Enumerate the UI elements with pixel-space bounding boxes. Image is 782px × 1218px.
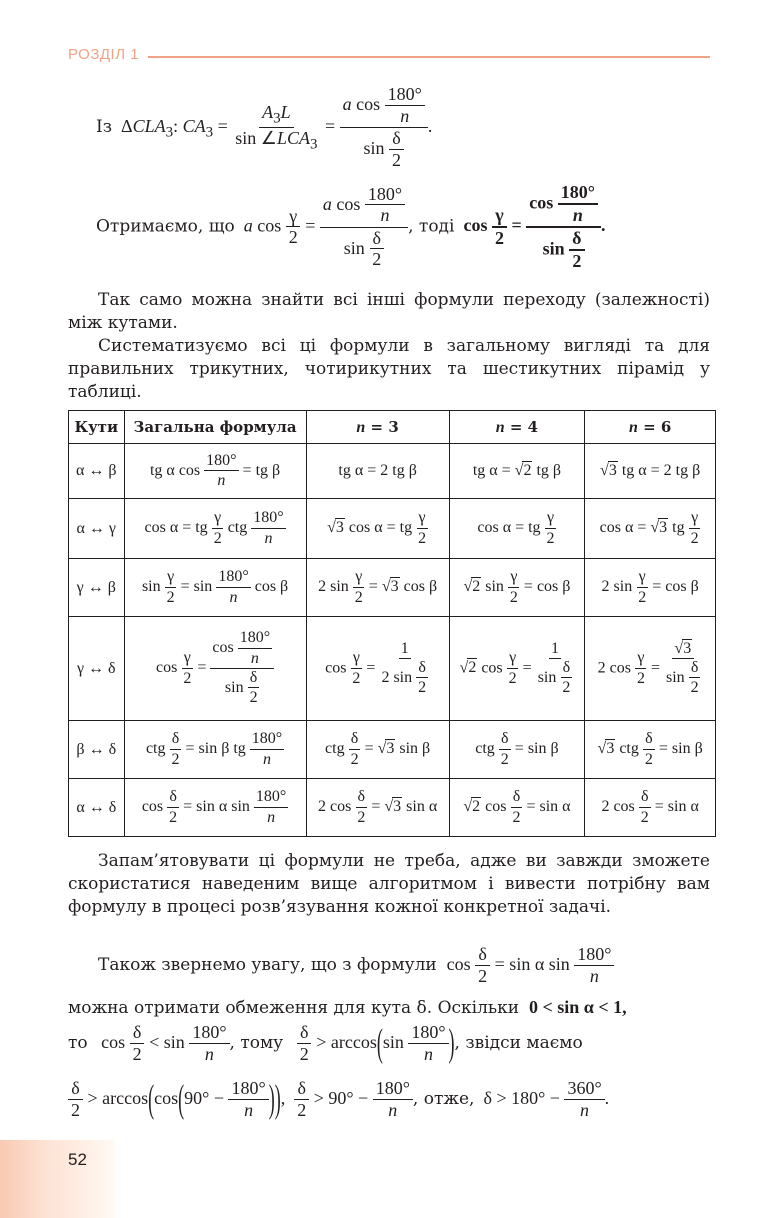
page-number-background [0,1140,115,1218]
formula-cell: √2 cos $\frac{\delta}{2}$ = sin α [449,779,585,837]
formula-cell: 2 sin $\frac{\gamma}{2}$ = √3 cos β [306,559,449,617]
todi-label: , тоді [408,216,455,237]
formula-cell: ctg $\frac{\delta}{2}$ = √3 sin β [306,721,449,779]
otrymaemo-label: Отримаємо, що [96,216,235,237]
table-header-row [69,411,716,444]
formula-cell: √2 sin $\frac{\gamma}{2}$ = cos β [449,559,585,617]
paragraph-1: Так само можна знайти всі інші формули переходу (залежності) між кутами. [68,290,710,333]
formula-cell: ctg $\frac{\delta}{2}$ = sin β [449,721,585,779]
table-row [69,779,716,837]
formula-cell: √3 ctg $\frac{\delta}{2}$ = sin β [585,721,716,779]
formula-cell: 2 cos $\frac{\delta}{2}$ = sin α [585,779,716,837]
angles-cell: α ↔ γ [69,499,125,559]
header-kuty: Кути [69,411,125,444]
table-row [69,444,716,499]
formula-cell: 2 sin $\frac{\gamma}{2}$ = cos β [585,559,716,617]
header-n4: n = 4 [449,411,585,444]
page-number: 52 [68,1150,87,1169]
formula-line-4: $\frac{\delta}{2}$ > arccos(cos(90° − $\frac{180^\circ}{n}$ )), $\frac{\delta}{2}$ > 90° − $\frac{180^\circ}{n}$ , отже, δ > 180° − $\frac{360^\circ}{n}$ . [68,1078,609,1121]
formula-cell: cos α = tg $\frac{\gamma}{2}$ ctg $\frac{180^\circ}{n}$ [124,499,306,559]
formula-cell: √3 cos α = tg $\frac{\gamma}{2}$ [306,499,449,559]
formula-ca3: Із $\Delta CLA_3$: $CA_3$ = $\frac{A_3L}{\sin \angle LCA_3}$ = a cos $\frac{180^\circ}{n}$ sin $\frac{\delta}{2}$ . [96,84,433,170]
angles-cell: α ↔ β [69,444,125,499]
table-row [69,499,716,559]
header-general: Загальна формула [124,411,306,444]
paragraph-2: Систематизуємо всі ці формули в загальному вигляді та для правильних трикутних, чотирикутних та шестикутних пірамід у таблиці. [68,336,710,402]
formula-cell: cos α = √3 tg $\frac{\gamma}{2}$ [585,499,716,559]
angles-cell: γ ↔ δ [69,617,125,721]
formula-cell: tg α cos $\frac{180^\circ}{n}$ = tg β [124,444,306,499]
section-header: РОЗДІЛ 1 [68,46,140,63]
formula-cell: cos α = tg $\frac{\gamma}{2}$ [449,499,585,559]
header-rule [148,56,710,58]
formula-cos-gamma: Отримаємо, що a cos $\frac{\gamma}{2}$ = a cos $\frac{180^\circ}{n}$ sin $\frac{\delta}{2}$ , тоді cos $\frac{\gamma}{2}$ = cos $\frac{180^\circ}{n}$ sin $\frac{\delta}{2}$ . [96,182,606,271]
iz-label: Із [96,116,112,137]
header-n6: n = 6 [585,411,716,444]
paragraph-4: Також звернемо увагу, що з формули cos $\frac{\delta}{2}$ = sin α sin $\frac{180^\circ}{n}$ [98,944,614,987]
formula-cell: cos $\frac{\delta}{2}$ = sin α sin $\frac{180^\circ}{n}$ [124,779,306,837]
formula-cell: sin $\frac{\gamma}{2}$ = sin $\frac{180^\circ}{n}$ cos β [124,559,306,617]
formula-cell: cos $\frac{\gamma}{2}$ = 1 2 sin $\frac{\delta}{2}$ [306,617,449,721]
formula-cell: tg α = 2 tg β [306,444,449,499]
angles-cell: β ↔ δ [69,721,125,779]
angles-cell: α ↔ δ [69,779,125,837]
table-row [69,617,716,721]
formula-cell: cos $\frac{\gamma}{2}$ = cos $\frac{180^\circ}{n}$ sin $\frac{\delta}{2}$ [124,617,306,721]
formula-cell: 2 cos $\frac{\gamma}{2}$ = √3 sin $\frac{\delta}{2}$ [585,617,716,721]
angles-cell: γ ↔ β [69,559,125,617]
formula-cell: 2 cos $\frac{\delta}{2}$ = √3 sin α [306,779,449,837]
formula-cell: √3 tg α = 2 tg β [585,444,716,499]
formula-line-3: то cos $\frac{\delta}{2}$ < sin $\frac{180^\circ}{n}$ , тому $\frac{\delta}{2}$ > arccos(sin $\frac{180^\circ}{n}$ ), звідси маємо [68,1020,583,1065]
paragraph-5: можна отримати обмеження для кута δ. Оскільки 0 < sin α < 1, [68,997,627,1018]
formula-cell: √2 cos $\frac{\gamma}{2}$ = 1 sin $\frac{\delta}{2}$ [449,617,585,721]
table-row [69,559,716,617]
formula-cell: tg α = √2 tg β [449,444,585,499]
formula-cell: ctg $\frac{\delta}{2}$ = sin β tg $\frac{180^\circ}{n}$ [124,721,306,779]
formula-table [68,410,716,837]
paragraph-3: Запам’ятовувати ці формули не треба, адже ви завжди зможете скористатися наведеним вище алгоритмом і вивести потрібну вам формулу в процесі розв’язування кожної конкретної задачі. [68,851,710,917]
table-row [69,721,716,779]
header-n3: n = 3 [306,411,449,444]
